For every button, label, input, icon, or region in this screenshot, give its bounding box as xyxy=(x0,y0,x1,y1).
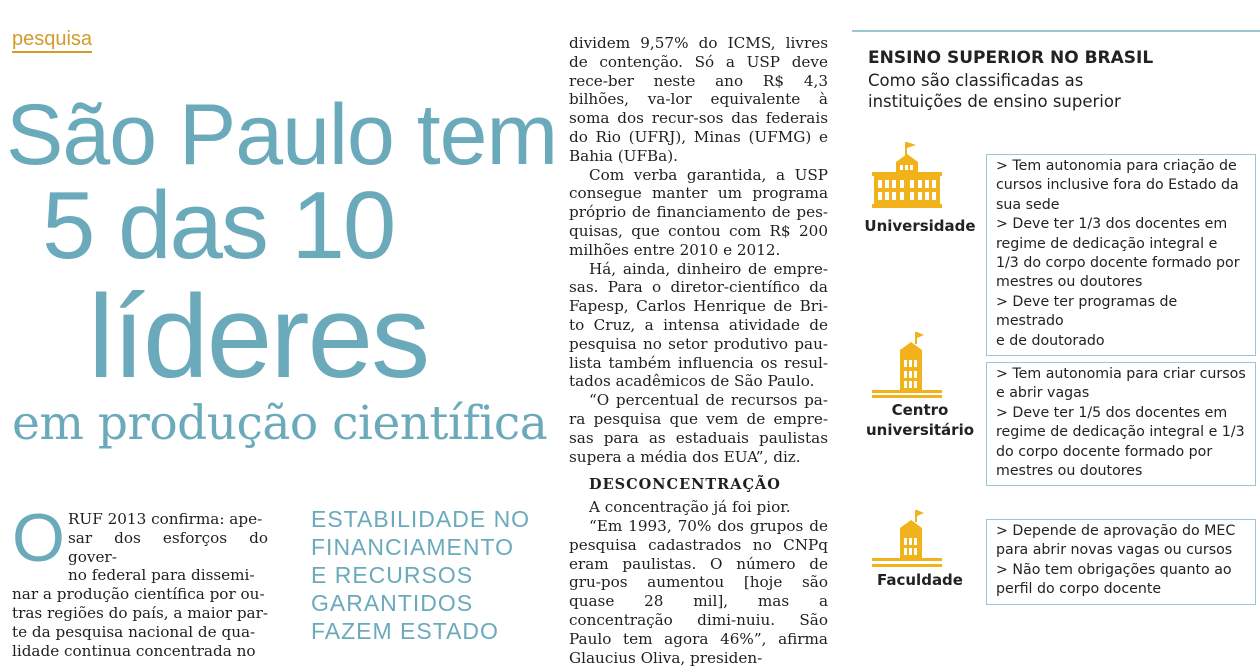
body-line: nar a produção científica por ou- xyxy=(12,585,265,604)
criteria-line: cursos inclusive fora do Estado da xyxy=(996,177,1239,194)
pull-quote-line: GARANTIDOS xyxy=(311,590,474,616)
paragraph: “O percentual de recursos pa-ra pesquisa que vem de empre-sas para as estaduais paulistas supera a média dos EUA”, diz. xyxy=(569,391,828,466)
criteria-line: regime de dedicação integral e 1/3 xyxy=(996,424,1245,441)
criteria-line: e abrir vagas xyxy=(996,385,1090,402)
paragraph: A concentração já foi pior. xyxy=(589,498,791,517)
pull-quote-line: FINANCIAMENTO xyxy=(311,534,514,560)
body-line: no federal para dissemi- xyxy=(68,566,255,585)
criteria-line: mestres ou doutores xyxy=(996,463,1143,480)
criteria-line: > Deve ter 1/5 dos docentes em xyxy=(996,404,1228,421)
institution-label: Faculdade xyxy=(877,571,963,589)
headline-line-2: 5 das 10 xyxy=(42,172,395,279)
body-line: te da pesquisa nacional de qua- xyxy=(12,622,256,641)
criteria-line: regime de dedicação integral e xyxy=(996,235,1218,252)
sidebar-title: ENSINO SUPERIOR NO BRASIL xyxy=(868,48,1154,68)
paragraph: Com verba garantida, a USP consegue manter um programa próprio de financiamento de pes-quisas, que contou com R$ 200 milhões entre 2010 e 2012. xyxy=(569,165,828,259)
section-subhead: DESCONCENTRAÇÃO xyxy=(589,476,781,494)
criteria-line: > Tem autonomia para criação de xyxy=(996,158,1237,174)
body-line: sar dos esforços do gover- xyxy=(68,528,268,566)
article-column-2 xyxy=(569,34,828,667)
criteria-line: sua sede xyxy=(996,196,1060,213)
university-building-icon xyxy=(870,140,944,212)
pull-quote xyxy=(311,505,531,645)
infographic-sidebar xyxy=(852,30,1260,633)
criteria-line: do corpo docente formado por xyxy=(996,443,1213,460)
criteria-line: > Depende de aprovação do MEC xyxy=(996,523,1236,539)
headline-line-1: São Paulo tem xyxy=(6,87,558,183)
paragraph: “Em 1993, 70% dos grupos de pesquisa cadastrados no CNPq eram paulistas. O número de gru-pos aumentou [hoje são quase 28 mil], mas a concentração dimi-nuiu. São Paulo tem agora 46%”, afirma Glaucius Oliva, presiden- xyxy=(569,516,828,667)
institution-label: Universidade xyxy=(864,217,976,235)
headline-line-4: em produção científica xyxy=(12,396,548,451)
section-kicker: pesquisa xyxy=(12,28,92,53)
university-center-building-icon xyxy=(870,330,944,400)
institution-criteria-box xyxy=(986,362,1256,486)
institution-criteria-box xyxy=(986,519,1256,605)
pull-quote-line: E RECURSOS xyxy=(311,562,474,588)
paragraph: Há, ainda, dinheiro de empre-sas. Para o diretor-científico da Fapesp, Carlos Henrique de Bri-to Cruz, a intensa atividade de pesquisa no setor produtivo pau-lista também influencia os resul-tados acadêmicos de São Paulo. xyxy=(569,259,828,391)
sidebar-subtitle: Como são classificadas as instituições de ensino superior xyxy=(868,71,1121,111)
drop-cap: O xyxy=(12,500,65,576)
criteria-line: 1/3 do corpo docente formado por xyxy=(996,255,1240,272)
college-building-icon xyxy=(870,508,944,570)
criteria-line: > Deve ter 1/3 dos docentes em xyxy=(996,216,1228,233)
body-line: RUF 2013 confirma: ape- xyxy=(68,510,263,528)
headline-line-3: líderes xyxy=(88,271,429,403)
paragraph: dividem 9,57% do ICMS, livres de contenção. Só a USP deve rece-ber neste ano R$ 4,3 bilhões, va-lor equivalente à soma dos recur-sos das federais do Rio (UFRJ), Minas (UFMG) e Bahia (UFBa). xyxy=(569,34,828,165)
criteria-line: > Deve ter programas de mestrado xyxy=(996,293,1178,330)
criteria-line: para abrir novas vagas ou cursos xyxy=(996,542,1233,559)
criteria-line: > Não tem obrigações quanto ao xyxy=(996,561,1232,578)
body-line: lidade continua concentrada no xyxy=(12,641,256,660)
pull-quote-line: FAZEM ESTADO xyxy=(311,618,499,644)
criteria-line: > Tem autonomia para criar cursos xyxy=(996,366,1246,382)
article-column-1 xyxy=(12,500,268,660)
body-line: tras regiões do país, a maior par- xyxy=(12,603,268,622)
institution-label: Centro universitário xyxy=(865,401,975,439)
criteria-line: e de doutorado xyxy=(996,332,1105,349)
criteria-line: mestres ou doutores xyxy=(996,274,1143,291)
pull-quote-line: ESTABILIDADE NO xyxy=(311,506,531,532)
criteria-line: perfil do corpo docente xyxy=(996,581,1162,598)
institution-criteria-box xyxy=(986,154,1256,356)
